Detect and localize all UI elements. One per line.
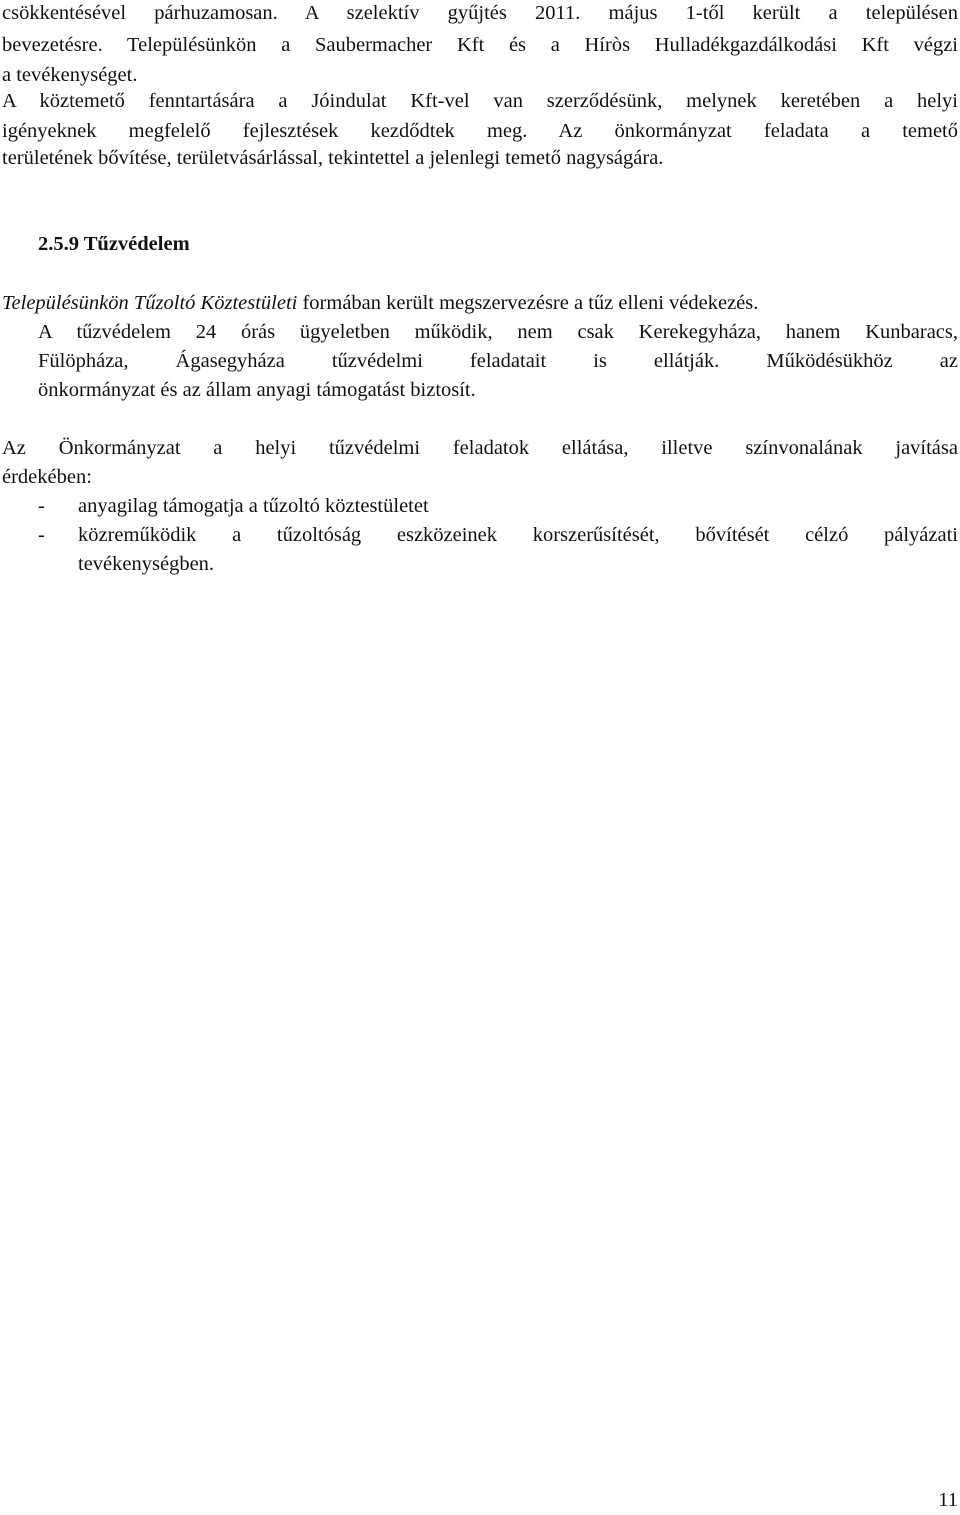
section-heading: 2.5.9 Tűzvédelem	[38, 233, 190, 255]
text-line: a tevékenységet.	[2, 64, 138, 86]
bullet-item: anyagilag támogatja a tűzoltó köztestületet	[78, 495, 429, 517]
paragraph-line: érdekében:	[2, 466, 92, 488]
text-line: csökkentésével párhuzamosan. A szelektív gyűjtés 2011. május 1-től került a településen	[2, 2, 958, 24]
text-line: területének bővítése, területvásárlással, tekintettel a jelenlegi temető nagyságára.	[2, 147, 664, 169]
paragraph-line: Az Önkormányzat a helyi tűzvédelmi feladatok ellátása, illetve színvonalának javítása	[2, 437, 958, 459]
text-line: bevezetésre. Településünkön a Saubermacher Kft és a Híròs Hulladékgazdálkodási Kft végzi	[2, 34, 958, 56]
paragraph-line: Fülöpháza, Ágasegyháza tűzvédelmi feladatait is ellátják. Működésükhöz az	[38, 350, 958, 372]
italic-phrase: Településünkön Tűzoltó Köztestületi	[2, 292, 298, 314]
page-number: 11	[938, 1489, 958, 1511]
text-line: igényeknek megfelelő fejlesztések kezdődtek meg. Az önkormányzat feladata a temető	[2, 120, 958, 142]
bullet-dash: -	[38, 495, 45, 517]
paragraph-text: formában került megszervezésre a tűz elleni védekezés.	[297, 292, 759, 314]
bullet-item-continuation: tevékenységben.	[78, 553, 215, 575]
bullet-item: közreműködik a tűzoltóság eszközeinek korszerűsítését, bővítését célzó pályázati	[78, 524, 958, 546]
paragraph-line	[2, 288, 958, 318]
text-line: A köztemető fenntartására a Jóindulat Kft-vel van szerződésünk, melynek keretében a helyi	[2, 90, 958, 112]
bullet-dash: -	[38, 524, 45, 546]
paragraph-line: A tűzvédelem 24 órás ügyeletben működik, nem csak Kerekegyháza, hanem Kunbaracs,	[38, 321, 958, 343]
paragraph-line: önkormányzat és az állam anyagi támogatást biztosít.	[38, 379, 476, 401]
